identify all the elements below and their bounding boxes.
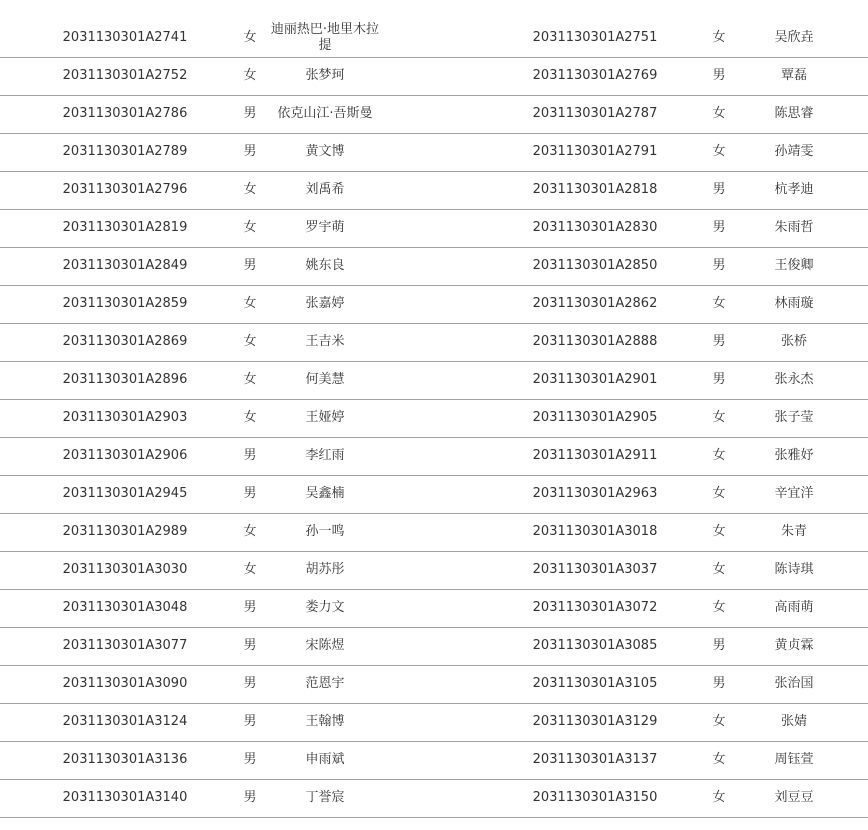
student-id-cell: 2031130301A2787 xyxy=(532,106,658,121)
student-name-cell: 辛宜洋 xyxy=(774,486,814,501)
gender-cell: 男 xyxy=(712,220,726,235)
student-id-cell: 2031130301A2869 xyxy=(62,334,188,349)
gender-cell: 女 xyxy=(712,752,726,767)
student-id-cell: 2031130301A3048 xyxy=(62,600,188,615)
table-row xyxy=(0,703,868,742)
student-name-cell: 吴鑫楠 xyxy=(305,486,345,501)
student-id-cell: 2031130301A2906 xyxy=(62,448,188,463)
student-id-cell: 2031130301A2849 xyxy=(62,258,188,273)
gender-cell: 男 xyxy=(243,144,257,159)
student-name-cell: 申雨斌 xyxy=(305,752,345,767)
table-row xyxy=(0,209,868,248)
table-row xyxy=(0,437,868,476)
student-id-cell: 2031130301A2830 xyxy=(532,220,658,235)
student-name-cell: 张永杰 xyxy=(774,372,814,387)
gender-cell: 女 xyxy=(243,68,257,83)
gender-cell: 男 xyxy=(243,106,257,121)
student-name-cell: 孙一鸣 xyxy=(305,524,345,539)
student-id-cell: 2031130301A2888 xyxy=(532,334,658,349)
gender-cell: 女 xyxy=(712,524,726,539)
gender-cell: 男 xyxy=(712,258,726,273)
student-name-cell: 朱雨哲 xyxy=(774,220,814,235)
table-row xyxy=(0,589,868,628)
student-name-cell: 黄贞霖 xyxy=(774,638,814,653)
student-name-cell: 姚东良 xyxy=(305,258,345,273)
gender-cell: 女 xyxy=(712,144,726,159)
student-id-cell: 2031130301A3140 xyxy=(62,790,188,805)
table-row xyxy=(0,247,868,286)
gender-cell: 男 xyxy=(712,182,726,197)
student-name-cell: 王俊卿 xyxy=(774,258,814,273)
student-id-cell: 2031130301A2789 xyxy=(62,144,188,159)
gender-cell: 男 xyxy=(712,676,726,691)
table-row xyxy=(0,95,868,134)
gender-cell: 女 xyxy=(243,182,257,197)
gender-cell: 男 xyxy=(243,600,257,615)
student-id-cell: 2031130301A3136 xyxy=(62,752,188,767)
student-name-cell: 宋陈煜 xyxy=(305,638,345,653)
gender-cell: 女 xyxy=(243,30,257,45)
student-name-cell: 迪丽热巴·地里木拉提 xyxy=(270,22,380,53)
gender-cell: 女 xyxy=(712,106,726,121)
student-id-cell: 2031130301A3090 xyxy=(62,676,188,691)
student-id-cell: 2031130301A3018 xyxy=(532,524,658,539)
gender-cell: 女 xyxy=(712,562,726,577)
student-id-cell: 2031130301A2769 xyxy=(532,68,658,83)
gender-cell: 女 xyxy=(243,562,257,577)
gender-cell: 女 xyxy=(243,296,257,311)
table-row xyxy=(0,513,868,552)
gender-cell: 女 xyxy=(243,410,257,425)
student-name-cell: 张子莹 xyxy=(774,410,814,425)
student-name-cell: 周钰萱 xyxy=(774,752,814,767)
student-name-cell: 刘禹希 xyxy=(305,182,345,197)
gender-cell: 女 xyxy=(243,334,257,349)
gender-cell: 男 xyxy=(243,638,257,653)
student-name-cell: 胡苏彤 xyxy=(305,562,345,577)
table-row xyxy=(0,323,868,362)
gender-cell: 男 xyxy=(243,676,257,691)
student-id-cell: 2031130301A3037 xyxy=(532,562,658,577)
student-id-cell: 2031130301A2796 xyxy=(62,182,188,197)
student-id-cell: 2031130301A2896 xyxy=(62,372,188,387)
student-name-cell: 王翰博 xyxy=(305,714,345,729)
student-id-cell: 2031130301A2818 xyxy=(532,182,658,197)
student-id-cell: 2031130301A2850 xyxy=(532,258,658,273)
gender-cell: 女 xyxy=(712,296,726,311)
gender-cell: 男 xyxy=(243,752,257,767)
student-name-cell: 何美慧 xyxy=(305,372,345,387)
gender-cell: 女 xyxy=(712,714,726,729)
student-name-cell: 李红雨 xyxy=(305,448,345,463)
table-row xyxy=(0,171,868,210)
student-id-cell: 2031130301A3129 xyxy=(532,714,658,729)
table-row xyxy=(0,627,868,666)
student-name-cell: 王吉米 xyxy=(305,334,345,349)
student-name-cell: 林雨璇 xyxy=(774,296,814,311)
student-id-cell: 2031130301A2819 xyxy=(62,220,188,235)
student-id-cell: 2031130301A2862 xyxy=(532,296,658,311)
gender-cell: 男 xyxy=(243,448,257,463)
student-name-cell: 杭孝迪 xyxy=(774,182,814,197)
student-id-cell: 2031130301A3085 xyxy=(532,638,658,653)
table-row xyxy=(0,285,868,324)
student-id-cell: 2031130301A2786 xyxy=(62,106,188,121)
student-name-cell: 张雅妤 xyxy=(774,448,814,463)
student-id-cell: 2031130301A2859 xyxy=(62,296,188,311)
student-id-cell: 2031130301A3137 xyxy=(532,752,658,767)
student-id-cell: 2031130301A2945 xyxy=(62,486,188,501)
gender-cell: 女 xyxy=(712,600,726,615)
gender-cell: 女 xyxy=(712,448,726,463)
gender-cell: 女 xyxy=(243,220,257,235)
student-name-cell: 陈思睿 xyxy=(774,106,814,121)
student-id-cell: 2031130301A2963 xyxy=(532,486,658,501)
student-id-cell: 2031130301A2903 xyxy=(62,410,188,425)
student-id-cell: 2031130301A2901 xyxy=(532,372,658,387)
gender-cell: 男 xyxy=(712,68,726,83)
gender-cell: 女 xyxy=(712,790,726,805)
table-row xyxy=(0,741,868,780)
student-name-cell: 朱青 xyxy=(780,524,807,539)
student-id-cell: 2031130301A3077 xyxy=(62,638,188,653)
student-name-cell: 依克山江·吾斯曼 xyxy=(277,106,373,121)
student-name-cell: 张治国 xyxy=(774,676,814,691)
student-name-cell: 范恩宇 xyxy=(305,676,345,691)
student-id-cell: 2031130301A2751 xyxy=(532,30,658,45)
gender-cell: 男 xyxy=(712,334,726,349)
gender-cell: 男 xyxy=(243,790,257,805)
student-id-cell: 2031130301A3072 xyxy=(532,600,658,615)
gender-cell: 女 xyxy=(712,30,726,45)
student-id-cell: 2031130301A2741 xyxy=(62,30,188,45)
gender-cell: 男 xyxy=(243,714,257,729)
student-name-cell: 覃磊 xyxy=(780,68,807,83)
table-row xyxy=(0,665,868,704)
table-row xyxy=(0,133,868,172)
student-name-cell: 张嘉婷 xyxy=(305,296,345,311)
student-name-cell: 丁誉宸 xyxy=(305,790,345,805)
table-row xyxy=(0,57,868,96)
student-id-cell: 2031130301A3124 xyxy=(62,714,188,729)
table-row xyxy=(0,779,868,818)
student-name-cell: 娄力文 xyxy=(305,600,345,615)
student-id-cell: 2031130301A2989 xyxy=(62,524,188,539)
student-name-cell: 王娅婷 xyxy=(305,410,345,425)
student-name-cell: 孙靖雯 xyxy=(774,144,814,159)
gender-cell: 女 xyxy=(243,524,257,539)
gender-cell: 女 xyxy=(712,486,726,501)
gender-cell: 男 xyxy=(712,638,726,653)
student-id-cell: 2031130301A2791 xyxy=(532,144,658,159)
student-id-cell: 2031130301A3105 xyxy=(532,676,658,691)
student-name-cell: 张婧 xyxy=(780,714,807,729)
student-name-cell: 罗宇萌 xyxy=(305,220,345,235)
student-name-cell: 刘豆豆 xyxy=(774,790,814,805)
table-row xyxy=(0,19,868,58)
gender-cell: 男 xyxy=(712,372,726,387)
student-name-cell: 吴欣垚 xyxy=(774,30,814,45)
gender-cell: 男 xyxy=(243,258,257,273)
student-id-cell: 2031130301A3030 xyxy=(62,562,188,577)
table-row xyxy=(0,551,868,590)
student-id-cell: 2031130301A3150 xyxy=(532,790,658,805)
student-id-cell: 2031130301A2905 xyxy=(532,410,658,425)
table-row xyxy=(0,361,868,400)
gender-cell: 女 xyxy=(712,410,726,425)
student-name-cell: 陈诗琪 xyxy=(774,562,814,577)
table-row xyxy=(0,475,868,514)
table-row xyxy=(0,399,868,438)
student-name-cell: 高雨萌 xyxy=(774,600,814,615)
student-name-cell: 黄文博 xyxy=(305,144,345,159)
student-id-cell: 2031130301A2911 xyxy=(532,448,658,463)
student-id-cell: 2031130301A2752 xyxy=(62,68,188,83)
gender-cell: 女 xyxy=(243,372,257,387)
gender-cell: 男 xyxy=(243,486,257,501)
student-name-cell: 张桥 xyxy=(780,334,807,349)
student-name-cell: 张梦珂 xyxy=(305,68,345,83)
